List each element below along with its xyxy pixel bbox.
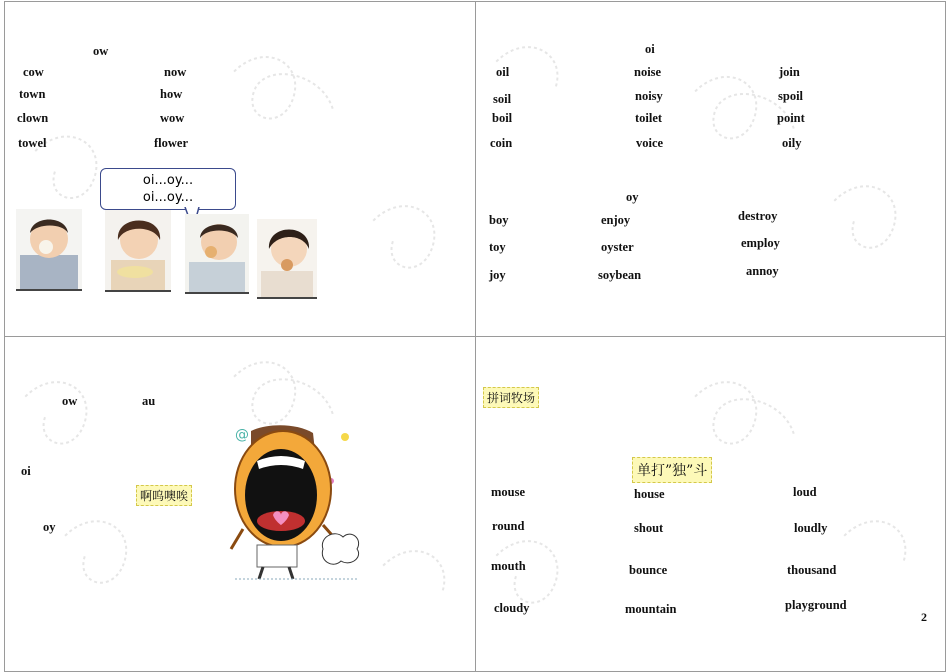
word-thousand: thousand bbox=[787, 563, 837, 577]
word-noise: noise bbox=[634, 65, 662, 79]
word-now: now bbox=[164, 65, 187, 79]
speech-bubble bbox=[100, 168, 236, 210]
word-bounce: bounce bbox=[629, 563, 668, 577]
word-loud: loud bbox=[793, 485, 817, 499]
highlight-sounds: 啊呜噢唉 bbox=[136, 485, 192, 506]
word-oyster: oyster bbox=[601, 240, 634, 254]
word-clown: clown bbox=[17, 111, 49, 125]
word-coin: coin bbox=[490, 136, 513, 150]
word-annoy: annoy bbox=[746, 264, 779, 278]
title-oi: oi bbox=[645, 42, 655, 56]
word-join: join bbox=[779, 65, 800, 79]
word-shout: shout bbox=[634, 521, 664, 535]
bubble-line-2: oi...oy... bbox=[142, 190, 194, 205]
word-mouse: mouse bbox=[491, 485, 526, 499]
subtitle-single-combat: 单打”独”斗 bbox=[632, 457, 712, 483]
bubble-line-1: oi...oy... bbox=[142, 173, 194, 188]
child-photo-2 bbox=[105, 210, 171, 292]
word-voice: voice bbox=[636, 136, 664, 150]
word-flower: flower bbox=[154, 136, 189, 150]
word-joy: joy bbox=[489, 268, 506, 282]
swirl-decoration bbox=[476, 2, 945, 336]
word-toilet: toilet bbox=[635, 111, 663, 125]
title-oy: oy bbox=[626, 190, 639, 204]
word-mountain: mountain bbox=[625, 602, 677, 616]
word-soybean: soybean bbox=[598, 268, 642, 282]
label-oy: oy bbox=[43, 520, 56, 534]
word-playground: playground bbox=[785, 598, 847, 612]
slide-ow-words bbox=[4, 1, 476, 337]
word-toy: toy bbox=[489, 240, 506, 254]
word-point: point bbox=[777, 111, 805, 125]
word-wow: wow bbox=[160, 111, 185, 125]
child-photo-4 bbox=[257, 219, 317, 299]
slide-ou-words bbox=[475, 336, 946, 672]
word-house: house bbox=[634, 487, 665, 501]
word-oil: oil bbox=[496, 65, 510, 79]
svg-text:@: @ bbox=[235, 427, 249, 443]
word-boy: boy bbox=[489, 213, 509, 227]
swirl-decoration bbox=[476, 337, 945, 671]
word-cow: cow bbox=[23, 65, 44, 79]
slide-sounds-cartoon bbox=[4, 336, 476, 672]
word-noisy: noisy bbox=[635, 89, 663, 103]
word-towel: towel bbox=[18, 136, 47, 150]
word-spoil: spoil bbox=[778, 89, 804, 103]
title-ow: ow bbox=[93, 44, 109, 58]
word-loudly: loudly bbox=[794, 521, 828, 535]
word-cloudy: cloudy bbox=[494, 601, 530, 615]
word-how: how bbox=[160, 87, 183, 101]
word-mouth: mouth bbox=[491, 559, 526, 573]
page-number: 2 bbox=[921, 610, 927, 624]
word-oily: oily bbox=[782, 136, 802, 150]
label-ow: ow bbox=[62, 394, 78, 408]
word-employ: employ bbox=[741, 236, 780, 250]
word-soil: soil bbox=[493, 92, 512, 106]
tag-word-pasture: 拼词牧场 bbox=[483, 387, 539, 408]
word-boil: boil bbox=[492, 111, 513, 125]
label-au: au bbox=[142, 394, 156, 408]
word-destroy: destroy bbox=[738, 209, 778, 223]
child-photo-3 bbox=[185, 214, 249, 294]
word-round: round bbox=[492, 519, 525, 533]
shouting-cartoon-image bbox=[227, 421, 363, 583]
child-photo-1 bbox=[16, 209, 82, 291]
slide-oi-oy-words bbox=[475, 1, 946, 337]
word-town: town bbox=[19, 87, 46, 101]
label-oi: oi bbox=[21, 464, 31, 478]
word-enjoy: enjoy bbox=[601, 213, 631, 227]
